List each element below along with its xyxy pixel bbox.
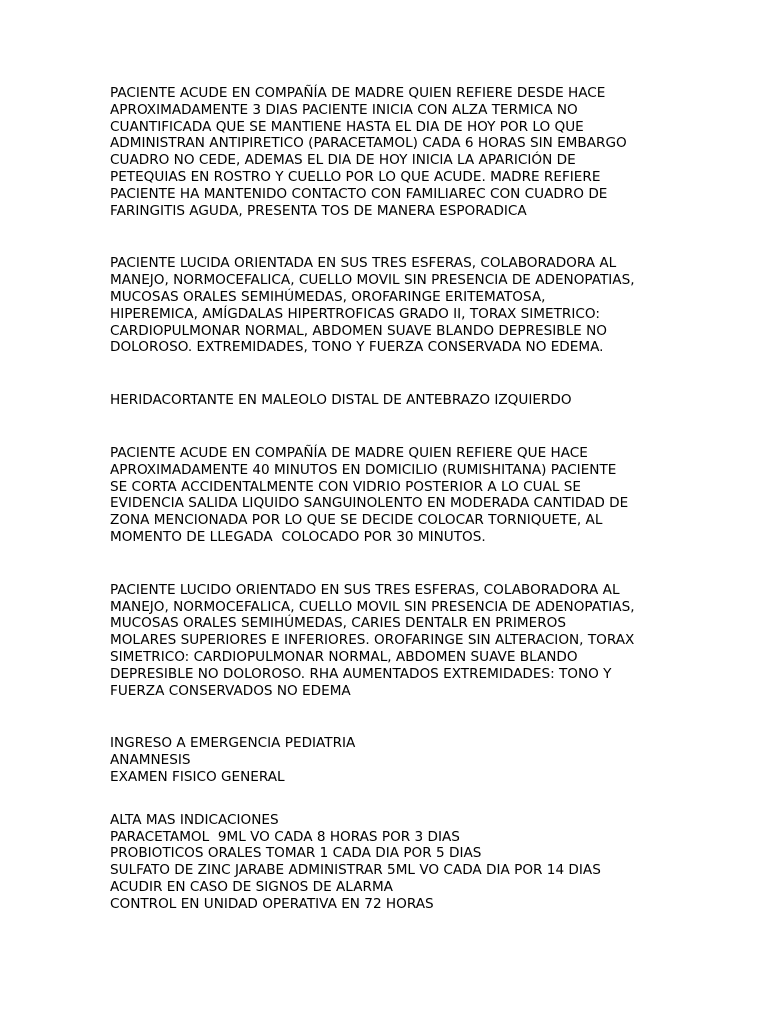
text-line: PACIENTE HA MANTENIDO CONTACTO CON FAMILIAREC CON CUADRO DE <box>110 185 608 202</box>
text-line: HIPEREMICA, AMÍGDALAS HIPERTROFICAS GRADO II, TORAX SIMETRICO: <box>110 305 600 322</box>
text-line: INGRESO A EMERGENCIA PEDIATRIA <box>110 735 356 752</box>
text-line: CARDIOPULMONAR NORMAL, ABDOMEN SUAVE BLANDO DEPRESIBLE NO <box>110 322 607 339</box>
paragraph-physical-exam-1 <box>110 255 670 356</box>
text-line: PROBIOTICOS ORALES TOMAR 1 CADA DIA POR 5 DIAS <box>110 845 482 862</box>
text-line: SULFATO DE ZINC JARABE ADMINISTRAR 5ML VO CADA DIA POR 14 DIAS <box>110 862 601 879</box>
text-line: FUERZA CONSERVADOS NO EDEMA <box>110 682 351 699</box>
text-line: CONTROL EN UNIDAD OPERATIVA EN 72 HORAS <box>110 895 434 912</box>
paragraph-spacer <box>110 409 670 445</box>
text-line: DEPRESIBLE NO DOLOROSO. RHA AUMENTADOS EXTREMIDADES: TONO Y <box>110 665 612 682</box>
text-line: ZONA MENCIONADA POR LO QUE SE DECIDE COLOCAR TORNIQUETE, AL <box>110 512 603 529</box>
text-line: ACUDIR EN CASO DE SIGNOS DE ALARMA <box>110 878 393 895</box>
text-line: ANAMNESIS <box>110 752 191 769</box>
text-line: SE CORTA ACCIDENTALMENTE CON VIDRIO POSTERIOR A LO CUAL SE <box>110 478 582 495</box>
paragraph-spacer <box>110 699 670 735</box>
text-line: PARACETAMOL 9ML VO CADA 8 HORAS POR 3 DIAS <box>110 828 460 845</box>
text-line: CUADRO NO CEDE, ADEMAS EL DIA DE HOY INICIA LA APARICIÓN DE <box>110 152 576 169</box>
text-line: PACIENTE ACUDE EN COMPAÑÍA DE MADRE QUIEN REFIERE QUE HACE <box>110 444 588 461</box>
paragraph-diagnosis-heading <box>110 392 670 409</box>
text-line: APROXIMADAMENTE 3 DIAS PACIENTE INICIA CON ALZA TERMICA NO <box>110 101 578 118</box>
text-line: MOLARES SUPERIORES E INFERIORES. OROFARINGE SIN ALTERACION, TORAX <box>110 632 635 649</box>
paragraph-physical-exam-2 <box>110 582 670 700</box>
text-line: PACIENTE LUCIDO ORIENTADO EN SUS TRES ESFERAS, COLABORADORA AL <box>110 581 620 598</box>
paragraph-discharge-instructions <box>110 812 670 913</box>
text-line: CUANTIFICADA QUE SE MANTIENE HASTA EL DIA DE HOY POR LO QUE <box>110 118 584 135</box>
text-line: MANEJO, NORMOCEFALICA, CUELLO MOVIL SIN PRESENCIA DE ADENOPATIAS, <box>110 272 635 289</box>
text-line: ADMINISTRAN ANTIPIRETICO (PARACETAMOL) CADA 6 HORAS SIN EMBARGO <box>110 135 627 152</box>
text-line: FARINGITIS AGUDA, PRESENTA TOS DE MANERA ESPORADICA <box>110 202 527 219</box>
text-line: MUCOSAS ORALES SEMIHÚMEDAS, CARIES DENTALR EN PRIMEROS <box>110 615 566 632</box>
text-line: EXAMEN FISICO GENERAL <box>110 768 285 785</box>
text-line: SIMETRICO: CARDIOPULMONAR NORMAL, ABDOMEN SUAVE BLANDO <box>110 648 578 665</box>
text-line: MUCOSAS ORALES SEMIHÚMEDAS, OROFARINGE ERITEMATOSA, <box>110 288 546 305</box>
text-line: EVIDENCIA SALIDA LIQUIDO SANGUINOLENTO EN MODERADA CANTIDAD DE <box>110 495 629 512</box>
paragraph-spacer <box>110 786 670 812</box>
text-line: PACIENTE ACUDE EN COMPAÑÍA DE MADRE QUIEN REFIERE DESDE HACE <box>110 85 606 101</box>
text-line: DOLOROSO. EXTREMIDADES, TONO Y FUERZA CONSERVADA NO EDEMA. <box>110 339 604 356</box>
paragraph-spacer <box>110 356 670 392</box>
paragraph-admission-list <box>110 735 670 785</box>
document-page <box>110 85 670 912</box>
text-line: MOMENTO DE LLEGADA COLOCADO POR 30 MINUTOS. <box>110 528 486 545</box>
paragraph-chief-complaint-2 <box>110 445 670 546</box>
text-line: MANEJO, NORMOCEFALICA, CUELLO MOVIL SIN PRESENCIA DE ADENOPATIAS, <box>110 598 635 615</box>
text-line: APROXIMADAMENTE 40 MINUTOS EN DOMICILIO (RUMISHITANA) PACIENTE <box>110 461 617 478</box>
paragraph-spacer <box>110 546 670 582</box>
text-line: ALTA MAS INDICACIONES <box>110 811 279 828</box>
text-line: PACIENTE LUCIDA ORIENTADA EN SUS TRES ESFERAS, COLABORADORA AL <box>110 255 617 272</box>
text-line: PETEQUIAS EN ROSTRO Y CUELLO POR LO QUE ACUDE. MADRE REFIERE <box>110 168 601 185</box>
paragraph-chief-complaint-1 <box>110 85 670 219</box>
paragraph-spacer <box>110 219 670 255</box>
text-line: HERIDACORTANTE EN MALEOLO DISTAL DE ANTEBRAZO IZQUIERDO <box>110 392 572 409</box>
